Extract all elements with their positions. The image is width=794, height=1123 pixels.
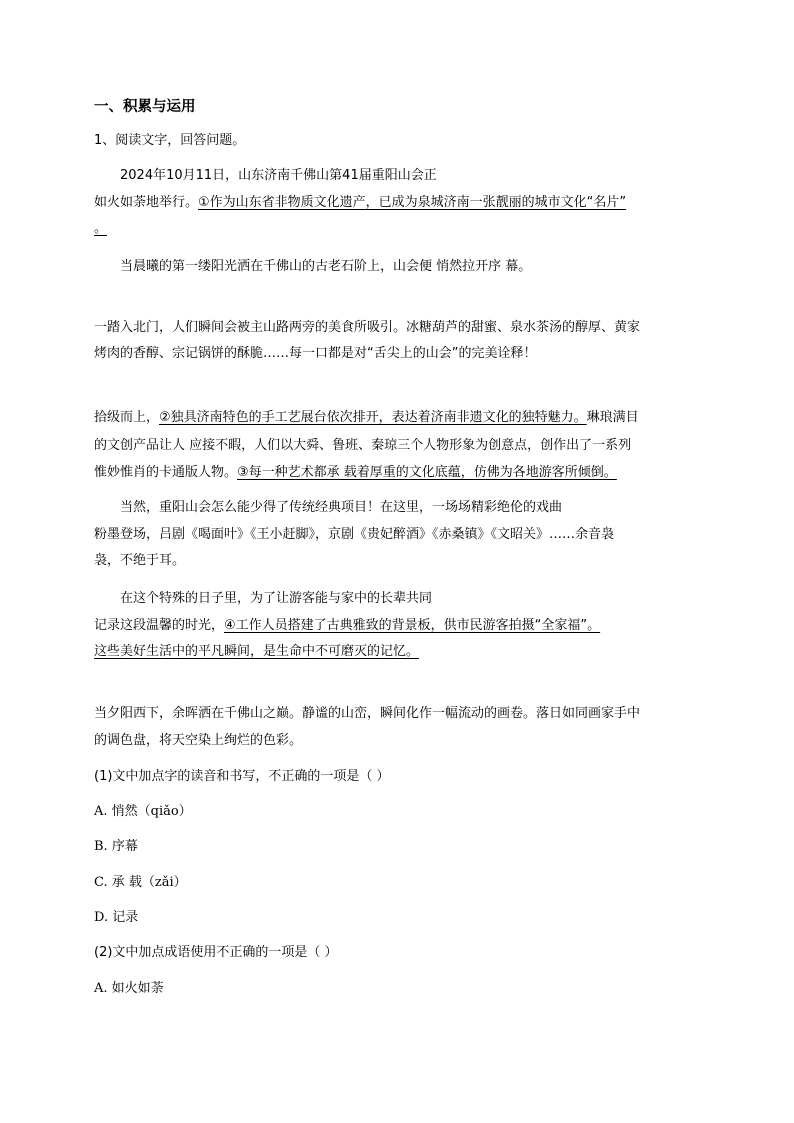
paragraph-1-line-2 [94, 193, 626, 213]
subquestion-2-prompt: (2)文中加点成语使用不正确的一项是（ ） [94, 945, 338, 960]
paragraph-1-line-1: 2024年10月11日，山东济南千佛山第41届重阳山会正 [120, 168, 437, 183]
paragraph-7-line-2: 的调色盘，将天空染上绚烂的色彩。 [94, 733, 303, 748]
paragraph-4-plain-b: 琳琅满目 [586, 410, 639, 425]
subquestion-1-option-c: C. 承 载（zǎi） [94, 875, 187, 890]
paragraph-6-line-3 [94, 642, 419, 662]
section-title: 一、积累与运用 [94, 99, 196, 115]
paragraph-3-line-1: 一踏入北门，人们瞬间会被主山路两旁的美食所吸引。冰糖葫芦的甜蜜、泉水茶汤的醇厚、黄家 [94, 320, 641, 335]
paragraph-6-plain: 记录这段温馨的时光， [94, 618, 225, 633]
subquestion-1-option-a: A. 悄然（qiǎo） [94, 804, 192, 819]
subquestion-1-option-b: B. 序幕 [94, 839, 138, 854]
underlined-sentence-1: ①作为山东省非物质文化遗产，已成为泉城济南一张靓丽的城市文化“名片” [198, 195, 627, 210]
paragraph-5-line-3: 袅，不绝于耳。 [94, 553, 186, 568]
paragraph-4-line-2: 的文创产品让人 应接不暇，人们以大舜、鲁班、秦琼三个人物形象为创意点，创作出了一系列 [94, 438, 632, 453]
paragraph-1-plain-text: 如火如荼地举行。 [94, 195, 199, 210]
subquestion-1-prompt: (1)文中加点字的读音和书写，不正确的一项是（ ） [94, 769, 390, 784]
underlined-sentence-1-end: 。 [94, 221, 108, 236]
subquestion-2-option-a: A. 如火如荼 [94, 981, 164, 996]
paragraph-6-line-2 [94, 616, 600, 636]
paragraph-3-line-2: 烤肉的香醇、宗记锅饼的酥脆……每一口都是对“舌尖上的山会”的完美诠释！ [94, 346, 537, 361]
paragraph-4-line-1 [94, 408, 639, 428]
paragraph-4-plain-a: 拾级而上， [94, 410, 160, 425]
paragraph-5-line-1: 当然，重阳山会怎么能少得了传统经典项目！在这里，一场场精彩绝伦的戏曲 [120, 500, 563, 515]
paragraph-2: 当晨曦的第一缕阳光洒在千佛山的古老石阶上，山会便 悄然拉开序 幕。 [120, 259, 532, 274]
paragraph-4-line-3 [94, 463, 617, 483]
paragraph-6-line-1: 在这个特殊的日子里，为了让游客能与家中的长辈共同 [120, 591, 433, 606]
paragraph-7-line-1: 当夕阳西下，余晖洒在千佛山之巅。静谧的山峦，瞬间化作一幅流动的画卷。落日如同画家手中 [94, 706, 641, 721]
paragraph-4-plain-c: 惟妙惟肖的卡通版人物。 [94, 465, 238, 480]
question-1-prompt: 1、阅读文字，回答问题。 [94, 133, 246, 148]
paragraph-5-line-2: 粉墨登场，吕剧《喝面叶》《王小赶脚》，京剧《贵妃醉酒》《赤桑镇》《文昭关》……余音袅 [94, 527, 615, 542]
underlined-sentence-3: ③每一种艺术都承 载着厚重的文化底蕴，仿佛为各地游客所倾倒。 [237, 465, 617, 480]
paragraph-1-line-3 [94, 219, 107, 239]
subquestion-1-option-d: D. 记录 [94, 910, 139, 925]
underlined-sentence-2: ②独具济南特色的手工艺展台依次排开，表达着济南非遗文化的独特魅力。 [159, 410, 587, 425]
underlined-sentence-4: ④工作人员搭建了古典雅致的背景板，供市民游客拍摄“全家福”。 [224, 618, 601, 633]
underlined-sentence-5: 这些美好生活中的平凡瞬间，是生命中不可磨灭的记忆。 [94, 644, 420, 659]
